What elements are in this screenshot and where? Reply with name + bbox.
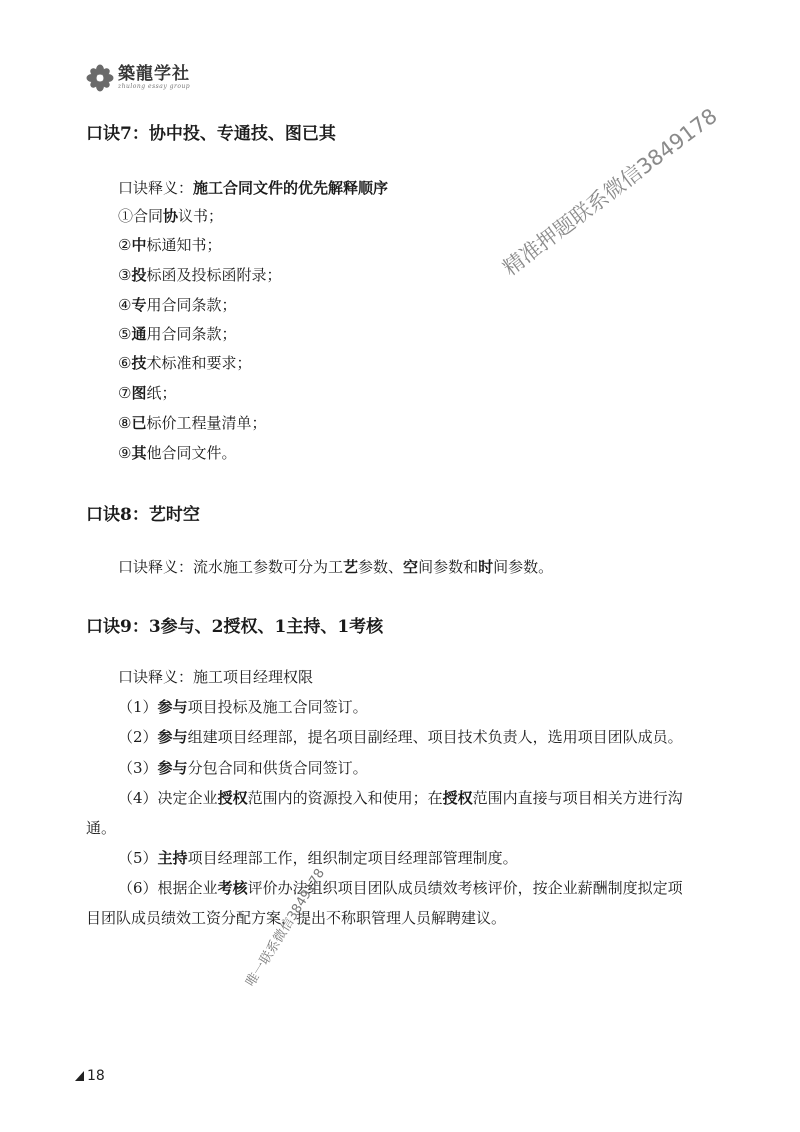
brand-name: 築龍学社	[118, 64, 190, 84]
list-item: （3）参与分包合同和供货合同签订。	[118, 759, 368, 777]
list-item: ⑦图纸；	[118, 384, 177, 402]
list-item: （6）根据企业考核评价办法组织项目团队成员绩效考核评价，按企业薪酬制度拟定项	[118, 879, 683, 897]
list-item: ⑧已标价工程量清单；	[118, 414, 267, 432]
explain-line-9: 口诀释义：施工项目经理权限	[118, 668, 314, 686]
list-item: ④专用合同条款；	[118, 296, 237, 314]
section-heading-7: 口诀7：协中投、专通技、图已其	[86, 124, 336, 144]
list-item: （1）参与项目投标及施工合同签订。	[118, 698, 368, 716]
list-item: （2）参与组建项目经理部，提名项目副经理、项目技术负责人，选用项目团队成员。	[118, 728, 683, 746]
flower-logo-icon	[86, 64, 114, 92]
list-item: ③投标函及投标函附录；	[118, 266, 282, 284]
list-item: （5）主持项目经理部工作，组织制定项目经理部管理制度。	[118, 849, 518, 867]
page-number	[75, 1068, 105, 1084]
list-item: ⑥技术标准和要求；	[118, 354, 252, 372]
explain-line-8: 口诀释义：流水施工参数可分为工艺参数、空间参数和时间参数。	[118, 558, 554, 576]
list-item-continuation: 通。	[86, 819, 117, 837]
explain-line-7: 口诀释义：施工合同文件的优先解释顺序	[118, 179, 389, 197]
section-heading-8: 口诀8：艺时空	[86, 505, 200, 525]
list-item: ⑨其他合同文件。	[118, 444, 237, 462]
list-item: ⑤通用合同条款；	[118, 325, 237, 343]
brand-tagline: zhulong essay group	[118, 83, 191, 90]
list-item: ①合同协议书；	[118, 207, 224, 225]
list-item: （4）决定企业授权范围内的资源投入和使用；在授权范围内直接与项目相关方进行沟	[118, 789, 683, 807]
watermark-text: 唯一联系微信3849178	[243, 866, 329, 990]
watermark-text: 精准押题联系微信3849178	[498, 103, 722, 281]
list-item: ②中标通知书；	[118, 236, 222, 254]
brand-logo	[86, 64, 190, 92]
section-heading-9: 口诀9：3参与、2授权、1主持、1考核	[86, 617, 384, 637]
page-number-label: 18	[87, 1068, 105, 1084]
triangle-icon	[75, 1071, 84, 1081]
list-item-continuation: 目团队成员绩效工资分配方案，提出不称职管理人员解聘建议。	[86, 909, 507, 927]
